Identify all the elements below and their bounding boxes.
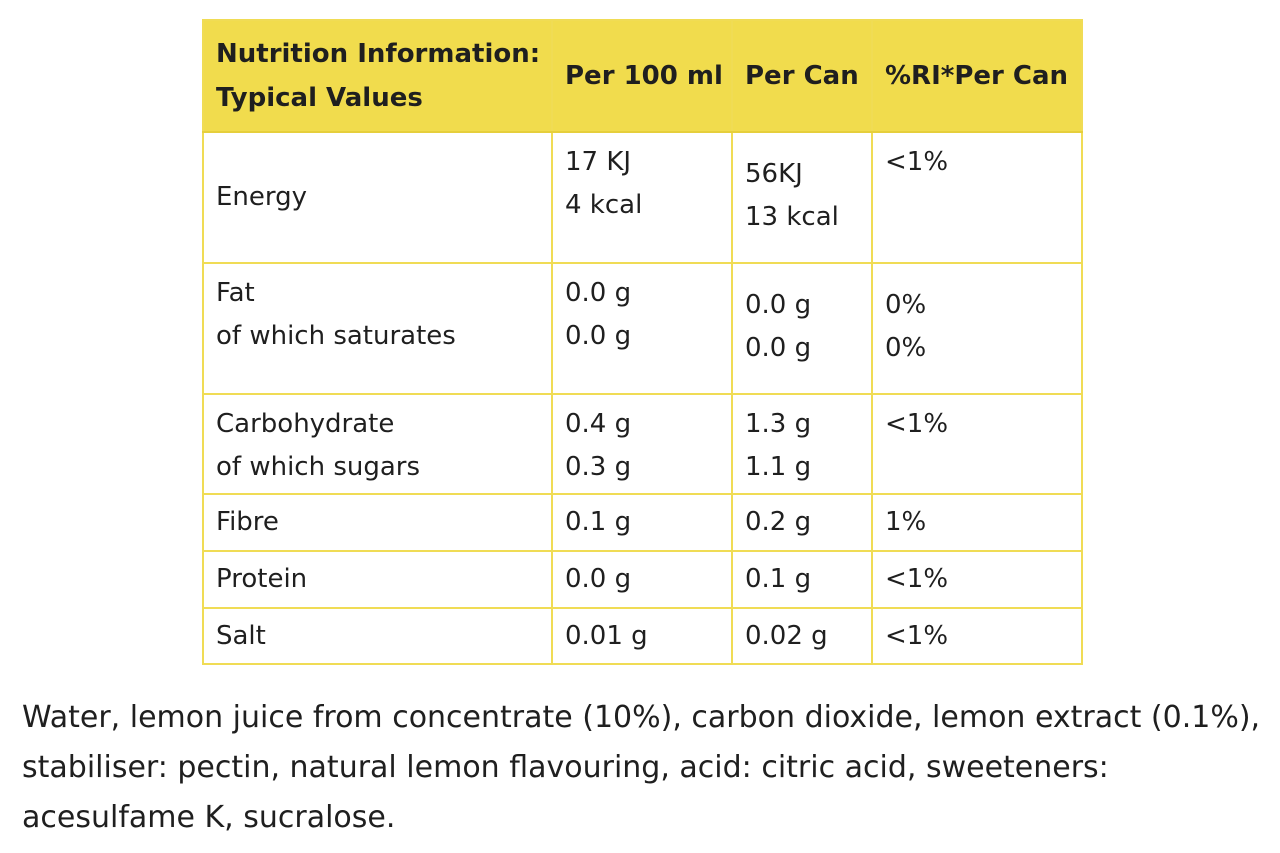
table-row-protein (203, 551, 1082, 608)
nutrient-energy-label: Energy (216, 182, 308, 212)
cell-fibre-per-can: 0.2 g (732, 494, 872, 551)
cell-carbohydrate-per-can (732, 394, 872, 494)
nutrient-fat-label: Fat (216, 278, 255, 308)
cell-energy-ri (872, 132, 1082, 263)
cell-salt-per-can: 0.02 g (732, 608, 872, 664)
carbohydrate-ri-value: <1% (885, 409, 949, 439)
energy-per-100ml-kj: 17 KJ (565, 147, 632, 177)
table-row-fibre (203, 494, 1082, 551)
cell-nutrient-salt: Salt (203, 608, 552, 664)
header-per-can: Per Can (732, 20, 872, 132)
cell-energy-per-100ml (552, 132, 732, 263)
header-per-100ml: Per 100 ml (552, 20, 732, 132)
energy-per-can-kj: 56KJ (745, 159, 803, 189)
header-nutrient-line-1: Nutrition Information: (216, 39, 541, 69)
sugars-per-100ml-value: 0.3 g (565, 452, 632, 482)
ingredients-text: Water, lemon juice from concentrate (10%), carbon dioxide, lemon extract (0.1%), stabiliser: pectin, natural lemon flavouring, acid: citric acid, sweeteners: acesulfame K, sucralose. (22, 700, 1261, 835)
table-row-carbohydrate (203, 394, 1082, 494)
header-ri-per-can: %RI*Per Can (872, 20, 1082, 132)
carbohydrate-per-can-value: 1.3 g (745, 409, 812, 439)
fat-per-100ml-value: 0.0 g (565, 278, 632, 308)
cell-protein-ri: <1% (872, 551, 1082, 608)
table-row-salt (203, 608, 1082, 664)
cell-salt-per-100ml: 0.01 g (552, 608, 732, 664)
nutrient-sugars-label: of which sugars (216, 452, 421, 482)
cell-nutrient-carbohydrate (203, 394, 552, 494)
fat-per-can-value: 0.0 g (745, 290, 812, 320)
fat-ri-value: 0% (885, 290, 927, 320)
cell-nutrient-protein: Protein (203, 551, 552, 608)
sugars-per-can-value: 1.1 g (745, 452, 812, 482)
cell-protein-per-100ml: 0.0 g (552, 551, 732, 608)
cell-protein-per-can: 0.1 g (732, 551, 872, 608)
saturates-per-can-value: 0.0 g (745, 333, 812, 363)
cell-salt-ri: <1% (872, 608, 1082, 664)
header-nutrient-line-2: Typical Values (216, 83, 423, 113)
cell-nutrient-energy (203, 132, 552, 263)
carbohydrate-per-100ml-value: 0.4 g (565, 409, 632, 439)
cell-fibre-ri: 1% (872, 494, 1082, 551)
nutrient-saturates-label: of which saturates (216, 321, 456, 351)
cell-energy-per-can (732, 132, 872, 263)
energy-per-can-kcal: 13 kcal (745, 202, 839, 232)
cell-nutrient-fibre: Fibre (203, 494, 552, 551)
saturates-ri-value: 0% (885, 333, 927, 363)
cell-fat-per-can (732, 263, 872, 394)
table-row-energy (203, 132, 1082, 263)
nutrition-table (202, 19, 1083, 665)
cell-nutrient-fat (203, 263, 552, 394)
cell-carbohydrate-per-100ml (552, 394, 732, 494)
header-nutrient (203, 20, 552, 132)
energy-ri-value: <1% (885, 147, 949, 177)
table-row-fat (203, 263, 1082, 394)
cell-fat-per-100ml (552, 263, 732, 394)
cell-fat-ri (872, 263, 1082, 394)
nutrient-carbohydrate-label: Carbohydrate (216, 409, 395, 439)
energy-per-100ml-kcal: 4 kcal (565, 190, 643, 220)
table-header-row (203, 20, 1082, 132)
cell-carbohydrate-ri (872, 394, 1082, 494)
cell-fibre-per-100ml: 0.1 g (552, 494, 732, 551)
saturates-per-100ml-value: 0.0 g (565, 321, 632, 351)
